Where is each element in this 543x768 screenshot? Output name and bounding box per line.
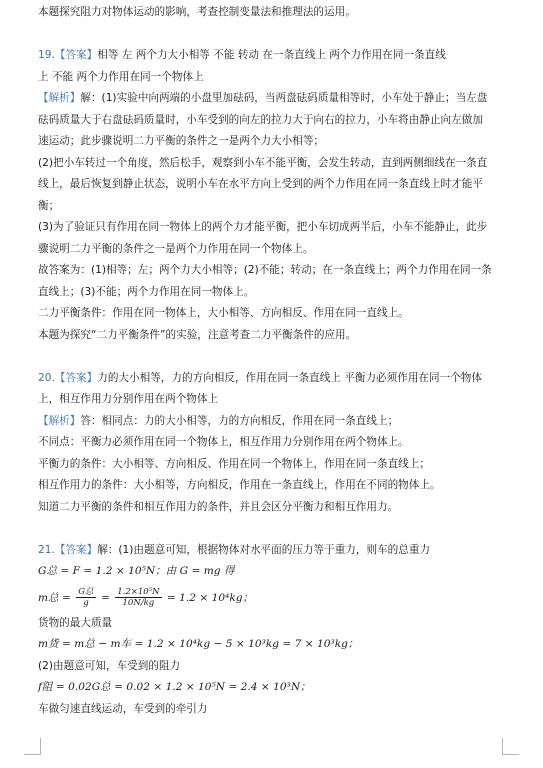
- q19-answer-line-1: [38, 45, 512, 67]
- eq2-lhs: m总 =: [38, 591, 71, 604]
- q20-analysis-line-3: 平衡力的条件：大小相等、方向相反、作用在同一个物体上，作用在同一条直线上；: [38, 457, 430, 470]
- page-corner-mark-left: [24, 738, 41, 755]
- intro-line: 本题探究阻力对物体运动的影响，考查控制变量法和推理法的运用。: [38, 6, 356, 18]
- q19-answer-line-2: 上 不能 两个力作用在同一个物体上: [38, 70, 204, 83]
- q19-number: 19.: [38, 49, 55, 61]
- q21-answer-line-1: [38, 540, 512, 562]
- fraction-denominator: g: [83, 598, 89, 608]
- q19-answer-text-1: 相等 左 两个力大小相等 不能 转动 在一条直线上 两个力作用在同一条直线: [97, 49, 446, 61]
- q19-analysis-line-12: 本题为探究“二力平衡条件”的实验，注意考查二力平衡条件的应用。: [38, 328, 357, 341]
- fraction-gravity-over-g: [76, 587, 95, 608]
- q20-number: 20.: [38, 371, 55, 384]
- q19-analysis-line-7: (3)为了验证只有作用在同一物体上的两个力才能平衡，把小车切成两半后，小车不能静止，此步: [38, 221, 488, 233]
- fraction-numerator: 1.2×10⁵N: [117, 587, 160, 597]
- q20-analysis-line-1: [38, 411, 512, 433]
- q19-analysis-text-1: 解：(1)实验中向两端的小盘里加砝码，当两盘砝码质量相等时，小车处于静止；当左盘: [80, 92, 488, 104]
- q19-analysis-tag: 【解析】: [38, 92, 81, 104]
- document-page: [38, 0, 512, 720]
- eq2-equals: =: [100, 591, 110, 604]
- q20-answer-line-1: [38, 368, 512, 390]
- fraction-numerator: G总: [78, 587, 94, 597]
- q21-answer-tag: 【答案】: [54, 543, 98, 556]
- q21-last-line: 车做匀速直线运动，车受到的牵引力: [38, 702, 208, 715]
- q19-analysis-line-1: [38, 88, 512, 110]
- q19-answer-tag: 【答案】: [54, 49, 98, 61]
- q19-analysis-line-3: 速运动；此步骤说明二力平衡的条件之一是两个力大小相等；: [38, 135, 325, 147]
- q21-part-2: (2)由题意可知，车受到的阻力: [38, 659, 181, 672]
- q20-answer-text-1: 力的大小相等，力的方向相反，作用在同一条直线上 平衡力必须作用在同一个物体: [97, 371, 482, 384]
- q19-analysis-line-4: (2)把小车转过一个角度，然后松手，观察到小车不能平衡，会发生转动，直到两侧细线在一条直: [38, 156, 488, 169]
- q19-analysis-line-8: 骤说明二力平衡的条件之一是两个力作用在同一个物体上。: [38, 242, 314, 255]
- page-corner-mark-right: [502, 738, 519, 755]
- q21-equation-cargo-mass: m货 = m总 − m车 = 1.2 × 10⁴kg − 5 × 10³kg = 7 × 10³kg；: [38, 638, 359, 650]
- q19-analysis-line-9: 故答案为：(1)相等；左；两个力大小相等；(2)不能；转动；在一条直线上；两个力作用在同一条: [38, 264, 492, 276]
- q21-answer-text-1: 解：(1)由题意可知，根据物体对水平面的压力等于重力，则车的总重力: [97, 543, 431, 556]
- q20-analysis-line-5: 知道二力平衡的条件和相互作用力的条件，并且会区分平衡力和相互作用力。: [38, 500, 399, 513]
- fraction-denominator: 10N/kg: [122, 598, 155, 608]
- q21-equation-total-weight: G总 = F = 1.2 × 10⁵N；由 G = mg 得: [38, 565, 235, 577]
- q20-analysis-line-4: 相互作用力的条件：大小相等，方向相反，作用在一条直线上，作用在不同的物体上。: [38, 479, 441, 491]
- q21-cargo-max-label: 货物的最大质量: [38, 616, 113, 629]
- q20-answer-tag: 【答案】: [54, 371, 98, 384]
- q19-analysis-line-5: 线上，最后恢复到静止状态，说明小车在水平方向上受到的两个力作用在同一条直线上时才能平: [38, 178, 483, 190]
- q19-analysis-line-6: 衡；: [38, 199, 60, 212]
- eq2-rhs: = 1.2 × 10⁴kg；: [166, 591, 254, 604]
- q20-answer-line-2: 上，相互作用力分别作用在两个物体上: [38, 393, 219, 405]
- q20-analysis-line-2: 不同点：平衡力必须作用在同一个物体上，相互作用力分别作用在两个物体上。: [38, 436, 409, 448]
- q19-analysis-line-10: 直线上；(3)不能；两个力作用在同一物体上。: [38, 285, 255, 298]
- q21-number: 21.: [38, 543, 55, 556]
- fraction-values: [115, 587, 161, 608]
- q20-analysis-tag: 【解析】: [38, 414, 81, 427]
- q21-equation-friction: f阻 = 0.02G总 = 0.02 × 1.2 × 10⁵N = 2.4 × 10³N；: [38, 681, 311, 693]
- q19-analysis-line-2: 砝码质量大于右盘砝码质量时，小车受到的向左的拉力大于向右的拉力，小车将由静止向左做加: [38, 113, 483, 126]
- q20-analysis-text-1: 答：相同点：力的大小相等，力的方向相反，作用在同一条直线上；: [80, 414, 399, 427]
- q19-analysis-line-11: 二力平衡条件：作用在同一物体上，大小相等、方向相反、作用在同一直线上。: [38, 307, 409, 319]
- q21-equation-total-mass: [38, 583, 512, 613]
